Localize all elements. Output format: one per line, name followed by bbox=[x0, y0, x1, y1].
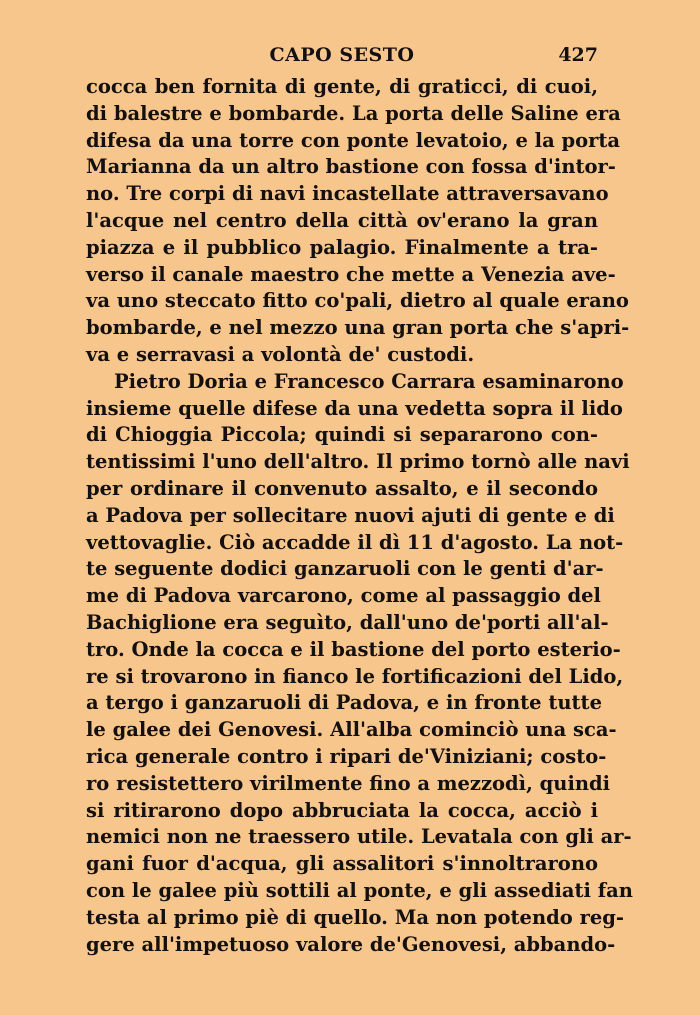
text-line: me di Padova varcarono, come al passaggio del bbox=[86, 584, 601, 608]
text-line: di Chioggia Piccola; quindi si separarono con- bbox=[86, 423, 598, 447]
text-line: a Padova per sollecitare nuovi ajuti di gente e di bbox=[86, 503, 615, 527]
body-text bbox=[86, 74, 633, 958]
text-line: no. Tre corpi di navi incastellate attraversavano bbox=[86, 182, 609, 206]
text-line: re si trovarono in fianco le fortificazioni del Lido, bbox=[86, 664, 624, 688]
text-line: Pietro Doria e Francesco Carrara esaminarono bbox=[114, 369, 624, 393]
text-line: va e serravasi a volontà de' custodi. bbox=[86, 342, 475, 366]
text-line: con le galee più sottili al ponte, e gli assediati fan bbox=[86, 878, 633, 902]
text-line: a tergo i ganzaruoli di Padova, e in fronte tutte bbox=[86, 691, 602, 715]
text-line: cocca ben fornita di gente, di graticci, di cuoi, bbox=[86, 75, 598, 98]
text-line: le galee dei Genovesi. All'alba cominciò una sca- bbox=[86, 718, 617, 742]
paragraph bbox=[86, 369, 633, 959]
text-line: Bachiglione era seguìto, dall'uno de'porti all'al- bbox=[86, 610, 609, 634]
text-line: per ordinare il convenuto assalto, e il secondo bbox=[86, 476, 598, 500]
text-line: bombarde, e nel mezzo una gran porta che s'apri- bbox=[86, 316, 630, 340]
page-header bbox=[86, 44, 598, 72]
text-line: testa al primo piè di quello. Ma non potendo reg- bbox=[86, 905, 624, 929]
text-line: difesa da una torre con ponte levatoio, e la porta bbox=[86, 128, 621, 152]
page-number: 427 bbox=[558, 44, 598, 66]
text-line: di balestre e bombarde. La porta delle Saline era bbox=[86, 101, 621, 125]
text-line: tro. Onde la cocca e il bastione del porto esterio- bbox=[86, 637, 621, 661]
text-line: gere all'impetuoso valore de'Genovesi, abbando- bbox=[86, 932, 616, 956]
text-line: Marianna da un altro bastione con fossa d'intor- bbox=[86, 155, 616, 179]
running-title: CAPO SESTO bbox=[269, 44, 415, 66]
text-line: tentissimi l'uno dell'altro. Il primo tornò alle navi bbox=[86, 450, 630, 474]
text-line: verso il canale maestro che mette a Venezia ave- bbox=[86, 262, 616, 286]
text-line: rica generale contro i ripari de'Viniziani; costo- bbox=[86, 744, 607, 768]
text-line: gani fuor d'acqua, gli assalitori s'innoltrarono bbox=[86, 852, 598, 876]
text-line: si ritirarono dopo abbruciata la cocca, acciò i bbox=[86, 798, 598, 822]
text-line: l'acque nel centro della città ov'erano la gran bbox=[86, 208, 598, 232]
paragraph bbox=[86, 74, 630, 369]
text-line: ro resistettero virilmente fino a mezzodì, quindi bbox=[86, 771, 611, 795]
text-line: va uno steccato fitto co'pali, dietro al quale erano bbox=[86, 289, 629, 313]
text-line: te seguente dodici ganzaruoli con le genti d'ar- bbox=[86, 557, 604, 581]
text-line: insieme quelle difese da una vedetta sopra il lido bbox=[86, 396, 623, 420]
text-line: piazza e il pubblico palagio. Finalmente a tra- bbox=[86, 235, 598, 259]
text-line: vettovaglie. Ciò accadde il dì 11 d'agosto. La not- bbox=[86, 530, 624, 554]
text-line: nemici non ne traessero utile. Levatala con gli ar- bbox=[86, 825, 632, 849]
